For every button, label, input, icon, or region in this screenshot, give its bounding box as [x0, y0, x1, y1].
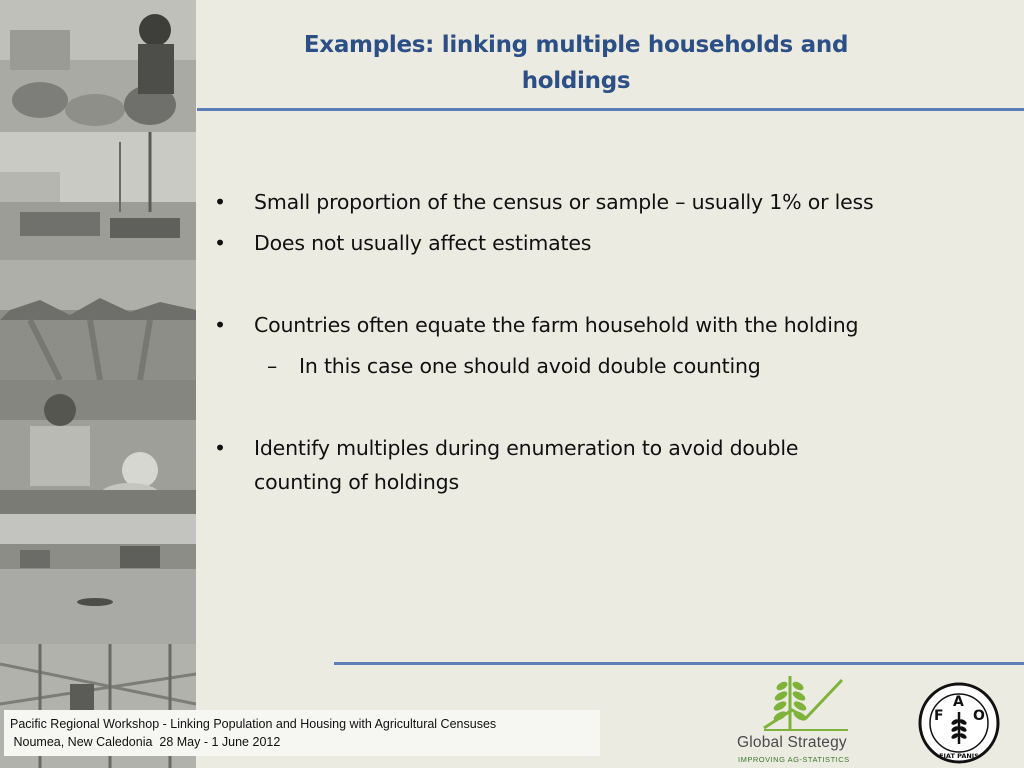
bullet-mark: • [214, 190, 226, 214]
fao-letter-f: F [934, 708, 944, 724]
market-photo [0, 0, 196, 132]
bottom-divider [334, 662, 1024, 665]
bullet-item [214, 308, 859, 342]
bullet-continuation [254, 465, 459, 499]
wheat-icon [772, 676, 808, 730]
bullet-mark: • [214, 313, 226, 337]
fao-letter-a: A [953, 694, 964, 710]
global-strategy-logo [730, 668, 870, 768]
bullet-text: In this case one should avoid double counting [299, 354, 761, 378]
slide-title-line2: holdings [521, 68, 631, 94]
slide-title [262, 27, 890, 99]
bullet-text: counting of holdings [254, 470, 459, 494]
bullet-text: Countries often equate the farm household with the holding [254, 313, 859, 337]
bullet-item [214, 185, 874, 219]
fao-letter-o: O [973, 708, 985, 724]
footer-line1: Pacific Regional Workshop - Linking Population and Housing with Agricultural Censuses [10, 717, 497, 731]
bullet-item [214, 431, 799, 465]
bullet-item [214, 226, 592, 260]
footer [4, 710, 600, 756]
global-strategy-name: Global Strategy [737, 734, 847, 751]
bullet-mark: • [214, 436, 226, 460]
bullet-text: Small proportion of the census or sample – usually 1% or less [254, 190, 874, 214]
bullet-text: Identify multiples during enumeration to avoid double [254, 436, 799, 460]
woman-weaving-photo [0, 380, 196, 514]
fao-logo [918, 682, 1000, 764]
bullet-mark: • [214, 231, 226, 255]
lagoon-photo [0, 514, 196, 644]
palm-field-photo [0, 260, 196, 380]
boats-photo [0, 132, 196, 260]
fao-motto: FIAT PANIS [939, 752, 979, 760]
slide-title-line1: Examples: linking multiple households and [303, 32, 849, 58]
photo-strip [0, 0, 196, 768]
bullet-text: Does not usually affect estimates [254, 231, 592, 255]
global-strategy-tagline: IMPROVING AG-STATISTICS [738, 755, 850, 764]
sub-bullet-item [267, 349, 761, 383]
title-divider [197, 108, 1024, 111]
bullet-mark: – [267, 354, 278, 378]
footer-line2: Noumea, New Caledonia 28 May - 1 June 2012 [10, 735, 281, 749]
